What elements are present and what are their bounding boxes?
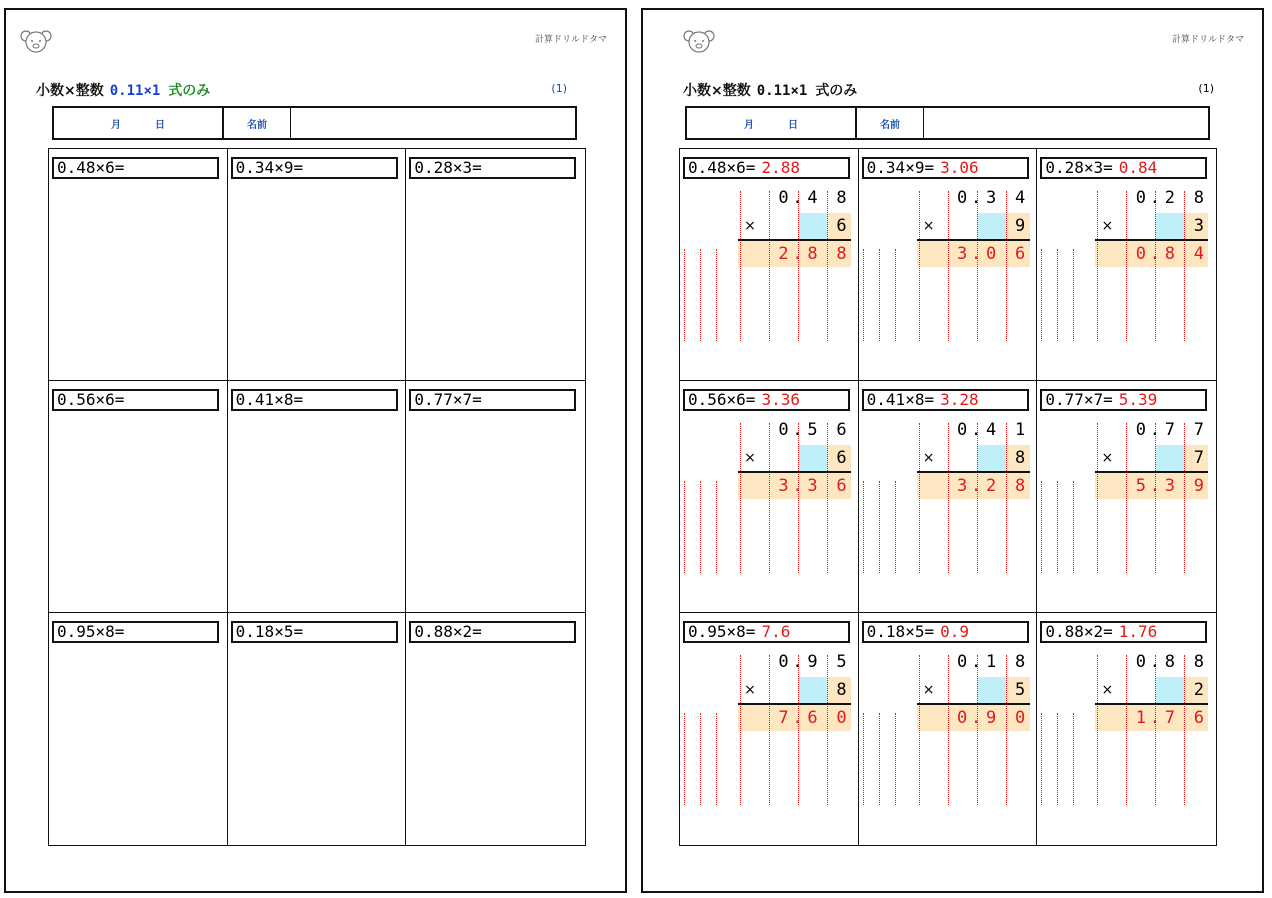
problem-cell	[49, 381, 228, 613]
product-digit: 9	[1193, 476, 1204, 496]
problem-grid	[48, 148, 586, 846]
multiplicand-digit: 0	[957, 420, 968, 440]
guide-line	[879, 249, 880, 341]
problem-expression: 0.77×7=	[409, 389, 576, 411]
problem-expression: 0.48×6=	[688, 158, 756, 177]
answer-value: 2.88	[761, 158, 800, 177]
product-digit: 3	[807, 476, 818, 496]
product-digit: 6	[1193, 708, 1204, 728]
multiplicand-digit: 0	[957, 188, 968, 208]
multiplicand-digit: 0	[778, 420, 789, 440]
product-digit: 2	[986, 476, 997, 496]
product-digit: 3	[1164, 476, 1175, 496]
decimal-point: .	[792, 652, 803, 672]
problem-expression: 0.34×9=	[231, 157, 398, 179]
day-label: 日	[788, 119, 798, 131]
problem-cell	[406, 613, 585, 845]
multiplier-highlight	[1155, 677, 1184, 703]
answer-expression	[862, 157, 1029, 179]
multiplier-digit: 3	[1193, 216, 1204, 236]
guide-line	[684, 249, 685, 341]
month-label: 月	[744, 119, 754, 131]
answer-expression	[683, 621, 850, 643]
multiplier-digit: 6	[836, 216, 847, 236]
multiplicand-digit: 0	[778, 652, 789, 672]
decimal-point: .	[792, 244, 803, 264]
product-digit: 6	[807, 708, 818, 728]
vertical-calculation	[1037, 183, 1214, 341]
product-digit: 7	[1164, 708, 1175, 728]
product-digit: 4	[1193, 244, 1204, 264]
multiplicand-digit: 1	[986, 652, 997, 672]
answer-value: 5.39	[1118, 390, 1158, 409]
guide-line	[863, 249, 864, 341]
decimal-point: .	[792, 708, 803, 728]
multiplicand-digit: 7	[1193, 420, 1204, 440]
problem-expression: 0.88×2=	[1045, 622, 1113, 641]
title-label: 小数×整数	[36, 83, 104, 99]
vertical-calculation	[680, 415, 857, 573]
problem-expression: 0.95×8=	[52, 621, 219, 643]
guide-line	[700, 249, 701, 341]
product-digit: 3	[957, 244, 968, 264]
problem-expression: 0.41×8=	[866, 390, 935, 409]
answer-cell	[1037, 149, 1216, 381]
product-digit: 6	[836, 476, 847, 496]
title-label: 小数×整数	[683, 83, 751, 99]
answer-value: 0.9	[940, 622, 969, 641]
vertical-calculation	[859, 647, 1036, 805]
multiplicand-digit: 4	[807, 188, 818, 208]
times-sign: ×	[922, 682, 935, 698]
multiplicand-digit: 0	[1135, 652, 1146, 672]
page-number: (1)	[1198, 82, 1214, 95]
problem-expression: 0.28×3=	[1045, 158, 1113, 177]
product-digit: 3	[957, 476, 968, 496]
day-label: 日	[155, 119, 165, 131]
vertical-calculation	[1037, 647, 1214, 805]
worksheet-answers	[641, 8, 1264, 893]
times-sign: ×	[1101, 450, 1114, 466]
guide-line	[895, 249, 896, 341]
multiplicand-digit: 0	[778, 188, 789, 208]
title-range: 0.11×1	[756, 83, 808, 99]
multiplicand-digit: 4	[1015, 188, 1026, 208]
multiplicand-digit: 1	[1015, 420, 1026, 440]
decimal-point: .	[971, 188, 982, 208]
decimal-point: .	[1149, 652, 1160, 672]
multiplicand-digit: 0	[1135, 188, 1146, 208]
multiplier-highlight	[798, 213, 827, 239]
problem-expression: 0.56×6=	[688, 390, 756, 409]
vertical-calculation	[859, 183, 1036, 341]
guide-line	[700, 481, 701, 573]
multiplicand-digit: 8	[1164, 652, 1175, 672]
answer-cell	[680, 613, 859, 845]
vertical-calculation	[859, 415, 1036, 573]
multiplicand-digit: 0	[957, 652, 968, 672]
guide-line	[863, 481, 864, 573]
problem-expression: 0.18×5=	[866, 622, 935, 641]
title-type: 式のみ	[815, 83, 858, 99]
product-digit: 0	[986, 244, 997, 264]
guide-line	[895, 713, 896, 805]
brand-label: 計算ドリルドタマ	[534, 35, 607, 45]
answer-value: 7.6	[761, 622, 791, 641]
problem-expression: 0.48×6=	[52, 157, 219, 179]
problem-expression: 0.28×3=	[409, 157, 576, 179]
multiplier-digit: 5	[1015, 680, 1026, 700]
guide-line	[1073, 481, 1074, 573]
date-field[interactable]	[687, 108, 857, 138]
answer-expression	[1040, 389, 1207, 411]
multiplicand-digit: 2	[1164, 188, 1175, 208]
bear-logo-icon	[20, 28, 52, 58]
decimal-point: .	[792, 476, 803, 496]
answer-expression	[683, 157, 850, 179]
multiplicand-digit: 3	[986, 188, 997, 208]
page-number: (1)	[551, 82, 567, 95]
answer-cell	[859, 613, 1038, 845]
vertical-calculation	[680, 647, 857, 805]
decimal-point: .	[1149, 420, 1160, 440]
decimal-point: .	[971, 420, 982, 440]
page-title	[36, 80, 210, 100]
multiplicand-digit: 8	[1193, 652, 1204, 672]
multiplier-highlight	[977, 445, 1006, 471]
name-box	[685, 106, 1210, 140]
answer-expression	[1040, 621, 1207, 643]
multiplicand-digit: 8	[836, 188, 847, 208]
product-digit: 0	[1135, 244, 1146, 264]
answer-value: 3.36	[761, 390, 800, 409]
decimal-point: .	[1149, 708, 1160, 728]
guide-line	[863, 713, 864, 805]
multiplier-highlight	[977, 677, 1006, 703]
decimal-point: .	[1149, 188, 1160, 208]
name-label: 名前	[224, 108, 291, 138]
multiplicand-digit: 8	[1015, 652, 1026, 672]
guide-line	[1041, 713, 1042, 805]
answer-cell	[680, 149, 859, 381]
name-field[interactable]	[291, 108, 575, 138]
title-range: 0.11×1	[109, 83, 161, 99]
worksheet-problems	[4, 8, 627, 893]
problem-cell	[49, 149, 228, 381]
product-digit: 8	[807, 244, 818, 264]
product-digit: 7	[778, 708, 789, 728]
problem-expression: 0.95×8=	[688, 622, 756, 641]
guide-line	[1057, 713, 1058, 805]
name-label: 名前	[857, 108, 924, 138]
multiplier-highlight	[798, 445, 827, 471]
problem-cell	[406, 149, 585, 381]
decimal-point: .	[1149, 476, 1160, 496]
problem-cell	[228, 613, 407, 845]
bear-logo-icon	[683, 28, 715, 58]
product-digit: 8	[1015, 476, 1026, 496]
times-sign: ×	[922, 218, 935, 234]
times-sign: ×	[744, 218, 756, 234]
vertical-calculation	[680, 183, 857, 341]
problem-expression: 0.18×5=	[231, 621, 398, 643]
problem-cell	[228, 149, 407, 381]
decimal-point: .	[971, 476, 982, 496]
decimal-point: .	[971, 708, 982, 728]
answer-expression	[683, 389, 850, 411]
decimal-point: .	[971, 652, 982, 672]
answer-cell	[1037, 381, 1216, 613]
answer-cell	[680, 381, 859, 613]
guide-line	[895, 481, 896, 573]
product-digit: 6	[1015, 244, 1026, 264]
decimal-point: .	[792, 188, 803, 208]
guide-line	[1057, 481, 1058, 573]
multiplier-highlight	[798, 677, 827, 703]
page-title	[683, 80, 857, 100]
times-sign: ×	[1101, 682, 1114, 698]
guide-line	[684, 713, 685, 805]
multiplicand-digit: 6	[836, 420, 847, 440]
guide-line	[684, 481, 685, 573]
times-sign: ×	[744, 450, 756, 466]
multiplier-digit: 8	[836, 680, 847, 700]
guide-line	[700, 713, 701, 805]
problem-cell	[228, 381, 407, 613]
product-digit: 0	[836, 708, 847, 728]
problem-cell	[49, 613, 228, 845]
answer-value: 3.06	[940, 158, 979, 177]
answer-cell	[1037, 613, 1216, 845]
multiplier-highlight	[1155, 445, 1184, 471]
guide-line	[716, 481, 717, 573]
title-type: 式のみ	[168, 83, 211, 99]
guide-line	[1073, 713, 1074, 805]
name-field[interactable]	[924, 108, 1208, 138]
guide-line	[1073, 249, 1074, 341]
product-digit: 9	[986, 708, 997, 728]
multiplier-digit: 6	[836, 448, 847, 468]
times-sign: ×	[1101, 218, 1114, 234]
problem-cell	[406, 381, 585, 613]
brand-label: 計算ドリルドタマ	[1171, 35, 1244, 45]
problem-expression: 0.77×7=	[1045, 390, 1113, 409]
problem-expression: 0.34×9=	[866, 158, 935, 177]
multiplier-highlight	[977, 213, 1006, 239]
answer-expression	[862, 621, 1029, 643]
answer-grid	[679, 148, 1217, 846]
multiplier-digit: 2	[1193, 680, 1204, 700]
multiplier-digit: 7	[1193, 448, 1204, 468]
multiplicand-digit: 8	[1193, 188, 1204, 208]
multiplicand-digit: 4	[986, 420, 997, 440]
month-label: 月	[111, 119, 121, 131]
guide-line	[1057, 249, 1058, 341]
answer-value: 3.28	[940, 390, 979, 409]
guide-line	[879, 481, 880, 573]
guide-line	[1041, 249, 1042, 341]
date-field[interactable]	[54, 108, 224, 138]
multiplicand-digit: 5	[807, 420, 818, 440]
problem-expression: 0.88×2=	[409, 621, 576, 643]
answer-expression	[862, 389, 1029, 411]
answer-expression	[1040, 157, 1207, 179]
product-digit: 8	[836, 244, 847, 264]
decimal-point: .	[792, 420, 803, 440]
decimal-point: .	[1149, 244, 1160, 264]
answer-cell	[859, 149, 1038, 381]
vertical-calculation	[1037, 415, 1214, 573]
problem-expression: 0.41×8=	[231, 389, 398, 411]
product-digit: 0	[1015, 708, 1026, 728]
multiplicand-digit: 9	[807, 652, 818, 672]
times-sign: ×	[922, 450, 935, 466]
problem-expression: 0.56×6=	[52, 389, 219, 411]
multiplicand-digit: 5	[836, 652, 847, 672]
multiplier-digit: 8	[1015, 448, 1026, 468]
multiplier-digit: 9	[1015, 216, 1026, 236]
answer-value: 1.76	[1118, 622, 1158, 641]
product-digit: 2	[778, 244, 789, 264]
multiplier-highlight	[1155, 213, 1184, 239]
guide-line	[879, 713, 880, 805]
multiplicand-digit: 7	[1164, 420, 1175, 440]
guide-line	[1041, 481, 1042, 573]
times-sign: ×	[744, 682, 756, 698]
product-digit: 5	[1135, 476, 1146, 496]
guide-line	[716, 249, 717, 341]
answer-value: 0.84	[1118, 158, 1158, 177]
product-digit: 1	[1135, 708, 1146, 728]
multiplicand-digit: 0	[1135, 420, 1146, 440]
product-digit: 0	[957, 708, 968, 728]
name-box	[52, 106, 577, 140]
product-digit: 8	[1164, 244, 1175, 264]
product-digit: 3	[778, 476, 789, 496]
answer-cell	[859, 381, 1038, 613]
guide-line	[716, 713, 717, 805]
decimal-point: .	[971, 244, 982, 264]
